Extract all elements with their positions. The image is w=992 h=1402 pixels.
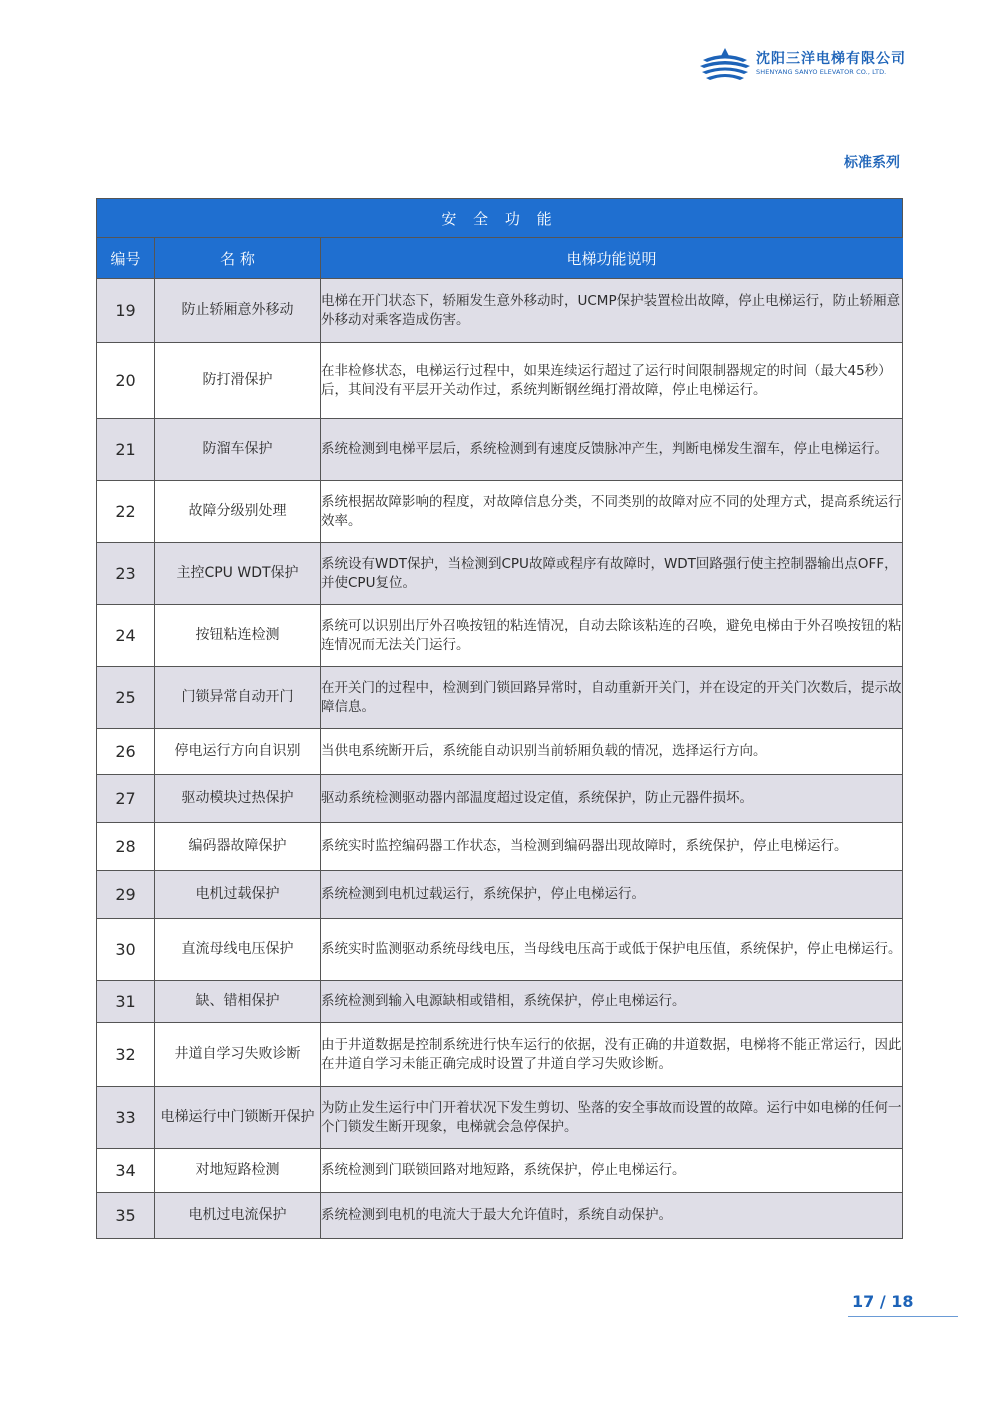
row-number: 20 [97, 343, 155, 419]
table-title-row [97, 199, 903, 238]
row-name: 防打滑保护 [155, 343, 321, 419]
row-description: 系统可以识别出厅外召唤按钮的粘连情况，自动去除该粘连的召唤，避免电梯由于外召唤按钮的粘连情况而无法关门运行。 [321, 605, 903, 667]
row-name: 主控CPU WDT保护 [155, 543, 321, 605]
row-name: 故障分级别处理 [155, 481, 321, 543]
row-number: 32 [97, 1023, 155, 1087]
row-name: 直流母线电压保护 [155, 919, 321, 981]
table-row [97, 1087, 903, 1149]
row-number: 29 [97, 871, 155, 919]
row-description: 为防止发生运行中门开着状况下发生剪切、坠落的安全事故而设置的故障。运行中如电梯的任何一个门锁发生断开现象，电梯就会急停保护。 [321, 1087, 903, 1149]
row-number: 26 [97, 729, 155, 775]
table-row [97, 481, 903, 543]
row-name: 电机过电流保护 [155, 1193, 321, 1239]
row-name: 门锁异常自动开门 [155, 667, 321, 729]
row-number: 21 [97, 419, 155, 481]
company-name-en: SHENYANG SANYO ELEVATOR CO., LTD. [756, 68, 887, 76]
table-row [97, 823, 903, 871]
table-row [97, 1023, 903, 1087]
row-number: 33 [97, 1087, 155, 1149]
row-description: 系统检测到门联锁回路对地短路，系统保护，停止电梯运行。 [321, 1149, 903, 1193]
row-name: 驱动模块过热保护 [155, 775, 321, 823]
page-number: 17 / 18 [852, 1292, 914, 1311]
row-name: 防溜车保护 [155, 419, 321, 481]
row-number: 22 [97, 481, 155, 543]
table-row [97, 667, 903, 729]
row-name: 电梯运行中门锁断开保护 [155, 1087, 321, 1149]
row-description: 系统实时监控编码器工作状态，当检测到编码器出现故障时，系统保护，停止电梯运行。 [321, 823, 903, 871]
table-title: 安 全 功 能 [97, 199, 903, 238]
row-description: 系统检测到输入电源缺相或错相，系统保护，停止电梯运行。 [321, 981, 903, 1023]
table-row [97, 871, 903, 919]
table-row [97, 543, 903, 605]
row-name: 按钮粘连检测 [155, 605, 321, 667]
row-description: 系统检测到电机过载运行，系统保护，停止电梯运行。 [321, 871, 903, 919]
row-number: 23 [97, 543, 155, 605]
table-row [97, 1193, 903, 1239]
table-row [97, 981, 903, 1023]
company-logo [698, 44, 908, 84]
row-number: 30 [97, 919, 155, 981]
header-name: 名 称 [155, 238, 321, 279]
row-name: 缺、错相保护 [155, 981, 321, 1023]
table-header-row [97, 238, 903, 279]
header-number: 编号 [97, 238, 155, 279]
row-number: 34 [97, 1149, 155, 1193]
table-row [97, 419, 903, 481]
row-description: 驱动系统检测驱动器内部温度超过设定值，系统保护，防止元器件损坏。 [321, 775, 903, 823]
row-number: 19 [97, 279, 155, 343]
row-description: 系统检测到电机的电流大于最大允许值时，系统自动保护。 [321, 1193, 903, 1239]
row-name: 对地短路检测 [155, 1149, 321, 1193]
row-number: 25 [97, 667, 155, 729]
row-description: 当供电系统断开后，系统能自动识别当前轿厢负载的情况，选择运行方向。 [321, 729, 903, 775]
table-row [97, 729, 903, 775]
footer-divider [848, 1316, 958, 1317]
row-description: 系统检测到电梯平层后，系统检测到有速度反馈脉冲产生，判断电梯发生溜车，停止电梯运行。 [321, 419, 903, 481]
header-description: 电梯功能说明 [321, 238, 903, 279]
logo-mark-icon [698, 46, 752, 82]
row-number: 24 [97, 605, 155, 667]
row-name: 井道自学习失败诊断 [155, 1023, 321, 1087]
table-row [97, 919, 903, 981]
row-description: 系统根据故障影响的程度，对故障信息分类，不同类别的故障对应不同的处理方式，提高系统运行效率。 [321, 481, 903, 543]
row-number: 35 [97, 1193, 155, 1239]
row-description: 系统实时监测驱动系统母线电压，当母线电压高于或低于保护电压值，系统保护，停止电梯运行。 [321, 919, 903, 981]
safety-function-table [96, 198, 903, 1239]
row-description: 由于井道数据是控制系统进行快车运行的依据，没有正确的井道数据，电梯将不能正常运行，因此在井道自学习未能正确完成时设置了井道自学习失败诊断。 [321, 1023, 903, 1087]
row-number: 31 [97, 981, 155, 1023]
row-number: 27 [97, 775, 155, 823]
row-name: 电机过载保护 [155, 871, 321, 919]
row-name: 防止轿厢意外移动 [155, 279, 321, 343]
row-number: 28 [97, 823, 155, 871]
table-row [97, 279, 903, 343]
row-description: 在开关门的过程中，检测到门锁回路异常时，自动重新开关门，并在设定的开关门次数后，提示故障信息。 [321, 667, 903, 729]
table-row [97, 343, 903, 419]
row-name: 编码器故障保护 [155, 823, 321, 871]
row-description: 在非检修状态，电梯运行过程中，如果连续运行超过了运行时间限制器规定的时间（最大45秒）后，其间没有平层开关动作过，系统判断钢丝绳打滑故障，停止电梯运行。 [321, 343, 903, 419]
table-row [97, 775, 903, 823]
row-description: 电梯在开门状态下，轿厢发生意外移动时，UCMP保护装置检出故障，停止电梯运行，防止轿厢意外移动对乘客造成伤害。 [321, 279, 903, 343]
series-label: 标准系列 [844, 155, 900, 171]
table-row [97, 1149, 903, 1193]
table-row [97, 605, 903, 667]
row-description: 系统设有WDT保护，当检测到CPU故障或程序有故障时，WDT回路强行使主控制器输出点OFF，并使CPU复位。 [321, 543, 903, 605]
company-name-cn: 沈阳三洋电梯有限公司 [756, 51, 906, 67]
row-name: 停电运行方向自识别 [155, 729, 321, 775]
